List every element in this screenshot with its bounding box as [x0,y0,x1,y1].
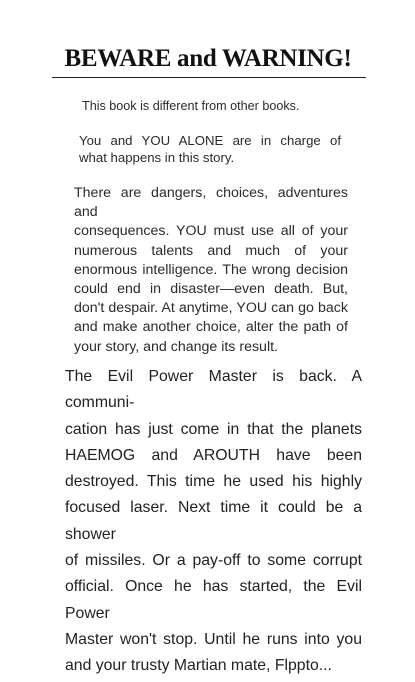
text-line: destroyed. This time he used his highly [65,473,362,491]
text-line: There are dangers, choices, adventures and [74,185,348,221]
text-line: what happens in this story. [79,150,235,165]
text-line: numerous talents and much of your [74,242,348,259]
story-paragraph [65,364,362,680]
text-line: enormous intelligence. The wrong decision [74,261,348,278]
intro-paragraph-1 [82,98,344,114]
text-line: Master won't stop. Until he runs into you [65,630,362,648]
text-line: and your trusty Martian mate, Flppto... [65,657,332,675]
intro-paragraph-3 [74,184,348,357]
text-line: consequences. YOU must use all of your [74,223,348,240]
page-title: BEWARE and WARNING! [64,45,352,72]
text-line: The Evil Power Master is back. A communi- [65,368,362,412]
text-line: could end in disaster—even death. But, [74,281,348,298]
text-line: You and YOU ALONE are in charge of [79,133,341,148]
text-line: cation has just come in that the planets [65,420,362,438]
title-underline [52,77,366,78]
text-line: don't despair. At anytime, YOU can go back [74,300,348,317]
text-line: official. Once he has started, the Evil Power [65,578,362,622]
intro-paragraph-2 [79,132,341,166]
text-line: and make another choice, alter the path of [74,319,348,336]
text-line: This book is different from other books. [82,99,300,113]
text-line: of missiles. Or a pay-off to some corrupt [65,552,362,570]
text-line: your story, and change its result. [74,338,278,355]
text-line: focused laser. Next time it could be a shower [65,499,362,543]
text-line: HAEMOG and AROUTH have been [65,446,362,464]
